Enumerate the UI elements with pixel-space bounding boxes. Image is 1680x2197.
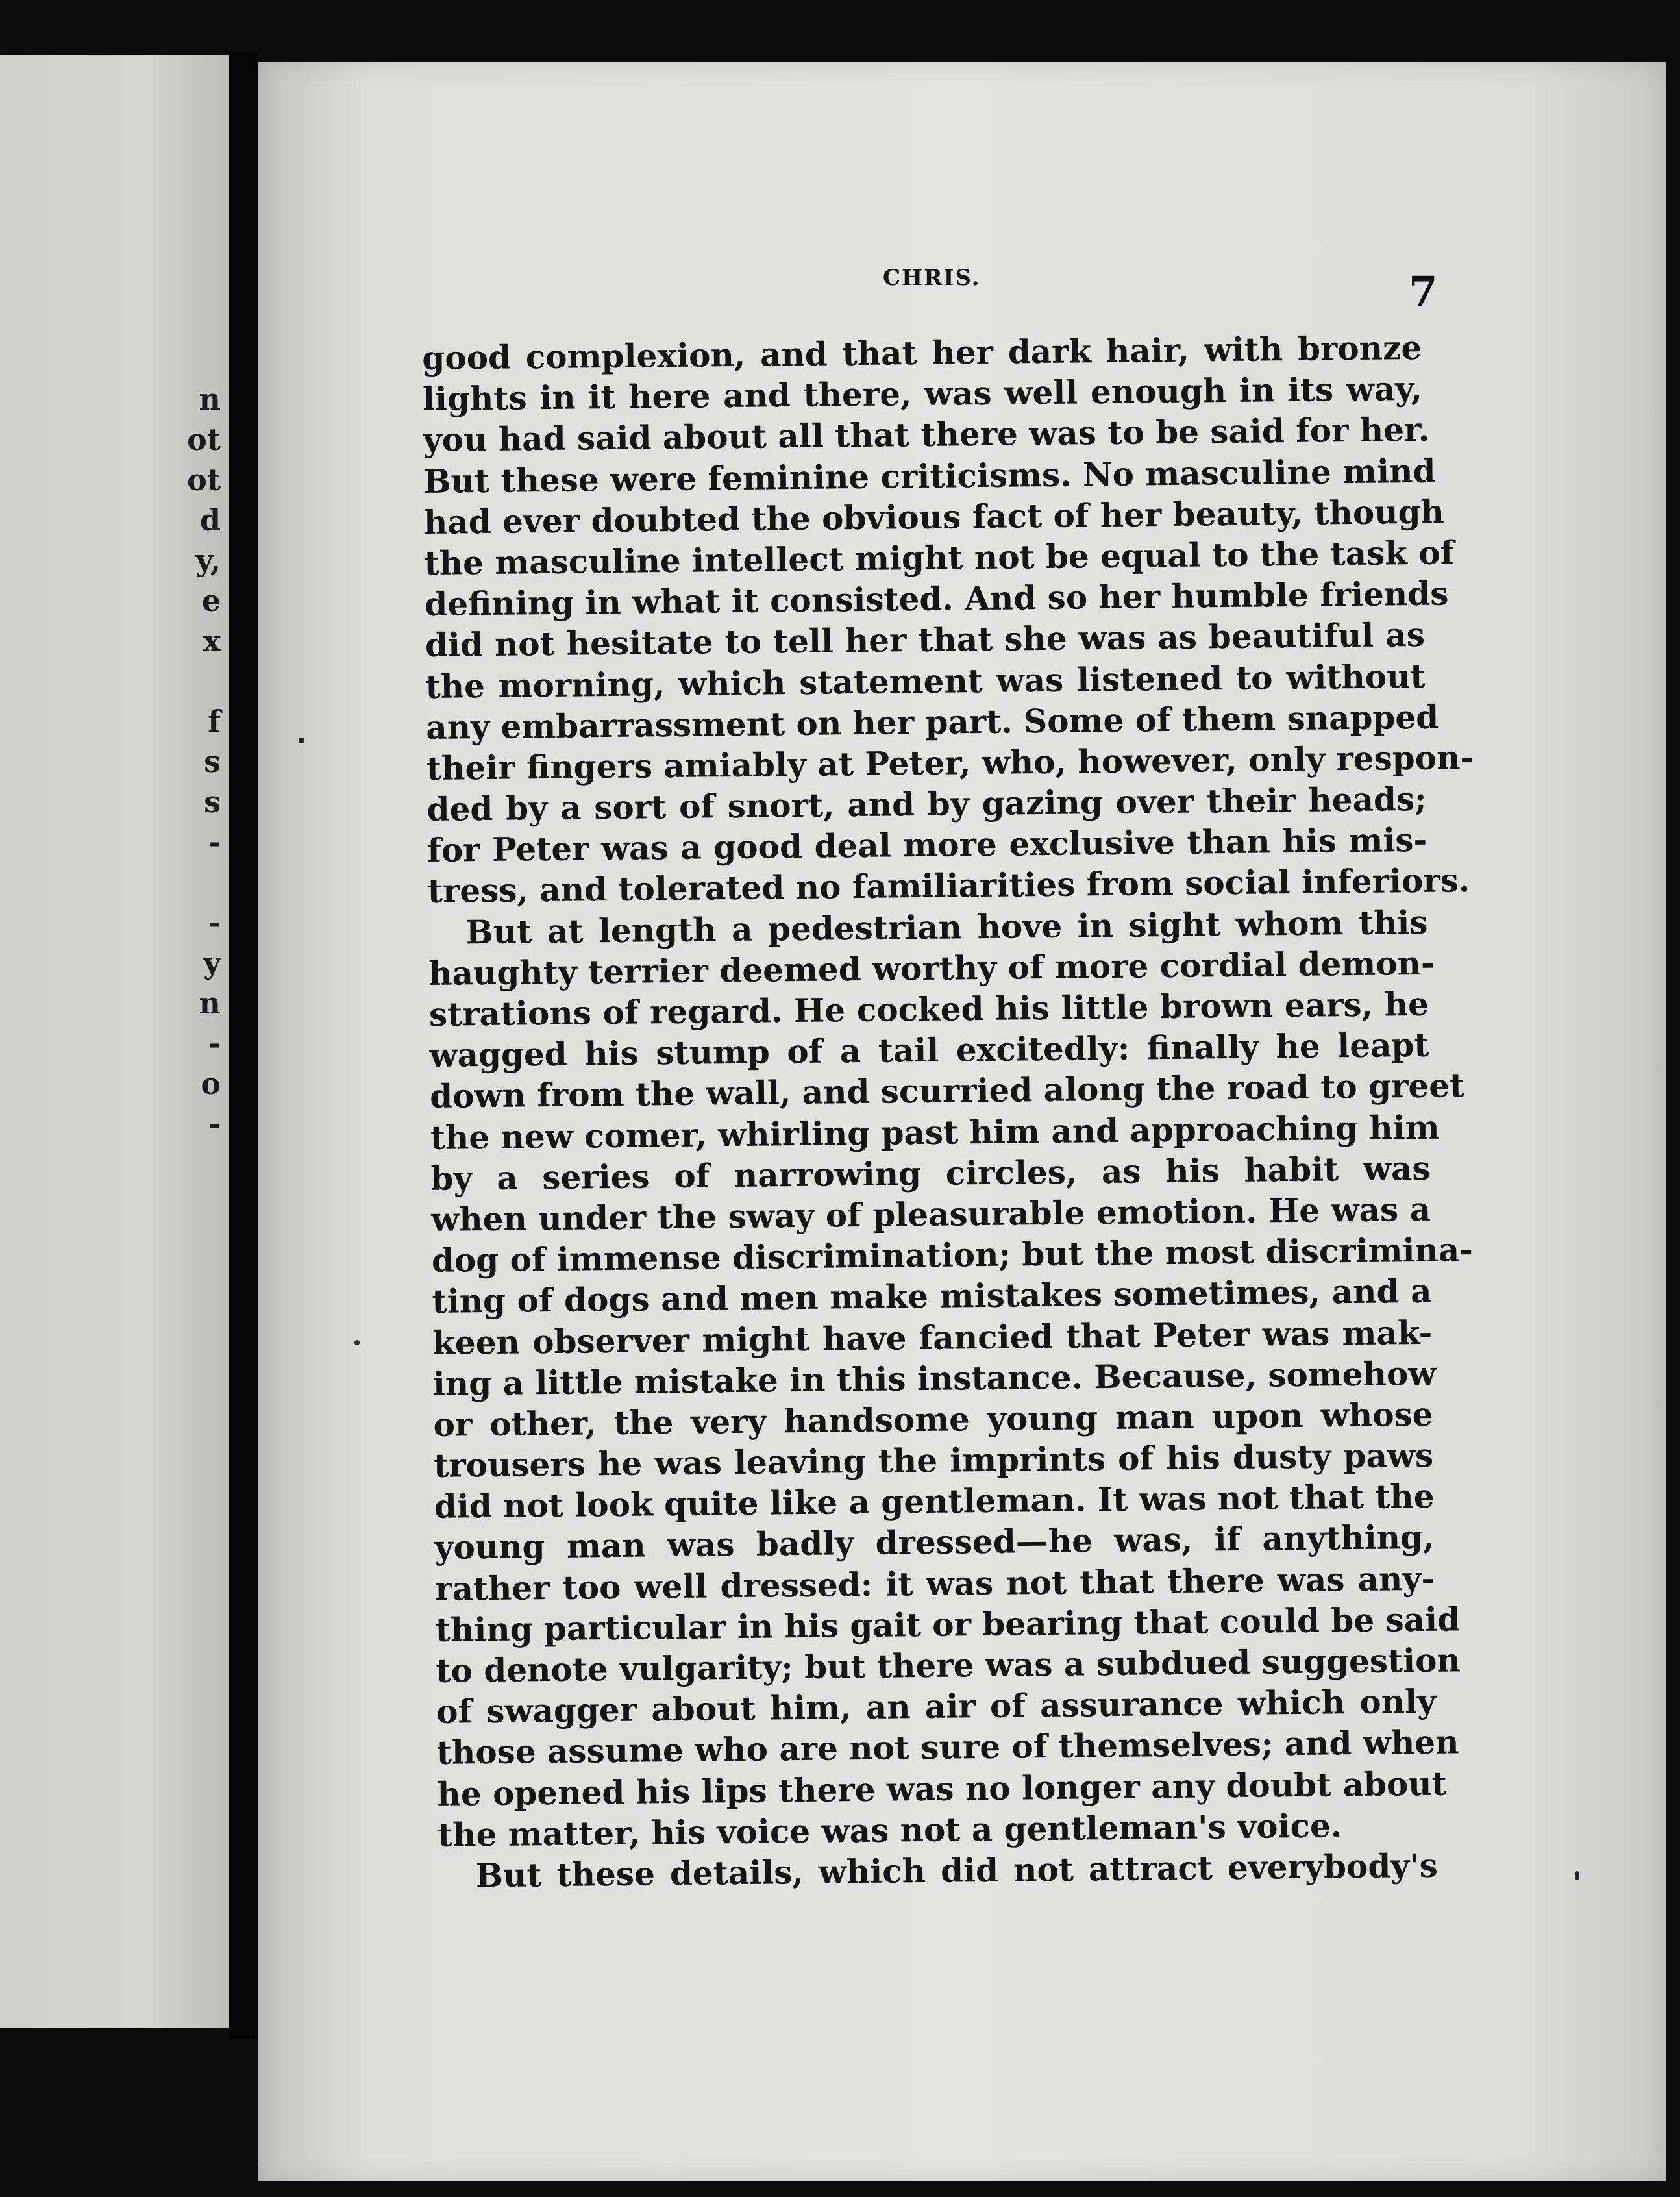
facing-page-fragment: x (203, 623, 221, 658)
text-line: he opened his lips there was no longer any doubt about (437, 1764, 1447, 1813)
facing-page-fragment: o (201, 1066, 221, 1101)
text-line: lights in it here and there, was well enough in its way, (422, 369, 1423, 419)
text-line: did not look quite like a gentleman. It was not that the (434, 1477, 1435, 1526)
text-line: But these details, which did not attract everybody's (475, 1846, 1439, 1895)
text-line: haughty terrier deemed worthy of more cordial demon- (428, 943, 1435, 993)
facing-page-fragment: f (208, 704, 221, 739)
text-line: their fingers amiably at Peter, who, however, only respon- (426, 738, 1474, 788)
facing-page-edge (0, 55, 229, 2028)
text-line: did not hesitate to tell her that she was as beautiful as (425, 615, 1426, 665)
facing-page-fragment: s (204, 784, 221, 819)
text-line: trousers he was leaving the imprints of his dusty paws (433, 1435, 1434, 1485)
facing-page-fragment: e (201, 583, 221, 618)
text-line: the matter, his voice was not a gentleman's voice. (437, 1806, 1342, 1854)
text-line: ing a little mistake in this instance. Because, somehow (432, 1354, 1437, 1403)
paper-speck (299, 738, 304, 743)
text-line: But these were feminine criticisms. No masculine mind (423, 451, 1436, 501)
text-line: But at length a pedestrian hove in sight whom this (465, 902, 1428, 951)
running-head: CHRIS. (883, 265, 981, 291)
facing-page-fragment: n (199, 986, 221, 1021)
text-line: any embarrassment on her part. Some of them snapped (425, 697, 1439, 747)
paper-speck (1575, 1871, 1579, 1880)
facing-page-fragment: ot (187, 422, 221, 457)
text-line: down from the wall, and scurried along the road to greet (429, 1066, 1465, 1116)
page-number: 7 (1409, 267, 1438, 316)
book-gutter (229, 52, 258, 2039)
text-line: for Peter was a good deal more exclusive than his mis- (426, 821, 1427, 870)
text-line: had ever doubted the obvious fact of her beauty, though (423, 492, 1445, 541)
facing-page-fragment (0, 661, 221, 701)
text-line: ting of dogs and men make mistakes sometimes, and a (432, 1272, 1432, 1321)
text-line: thing particular in his gait or bearing that could be said (435, 1600, 1461, 1649)
facing-page-fragment: ot (187, 462, 221, 497)
facing-page-fragments (0, 379, 221, 1144)
text-line: keen observer might have fancied that Peter was mak- (432, 1313, 1433, 1362)
text-line: good complexion, and that her dark hair, with bronze (422, 328, 1422, 377)
facing-page-fragment (0, 862, 221, 902)
text-line: defining in what it consisted. And so her humble friends (424, 574, 1449, 624)
text-line: tress, and tolerated no familiarities from social inferiors. (427, 861, 1470, 911)
facing-page-fragment: n (199, 382, 221, 417)
paper-speck (354, 1340, 360, 1345)
text-line: young man was badly dressed—he was, if anything, (434, 1518, 1435, 1567)
facing-page-fragment: - (208, 825, 221, 860)
facing-page-fragment: s (204, 744, 221, 779)
text-line: rather too well dressed: it was not that there was any- (434, 1559, 1435, 1608)
body-text (422, 327, 1474, 1896)
text-line: when under the sway of pleasurable emotion. He was a (430, 1189, 1431, 1239)
text-line: dog of immense discrimination; but the most discrimina- (431, 1230, 1474, 1280)
facing-page-fragment: d (199, 503, 221, 538)
text-line: to denote vulgarity; but there was a subdued suggestion (436, 1641, 1461, 1690)
facing-page-fragment: y (203, 945, 221, 980)
facing-page-fragment: - (208, 1106, 221, 1141)
text-line: the new comer, whirling past him and approaching him (430, 1108, 1440, 1157)
text-line: strations of regard. He cocked his little brown ears, he (428, 984, 1429, 1034)
text-line: by a series of narrowing circles, as his habit was (430, 1148, 1431, 1198)
text-line: or other, the very handsome young man upon whose (433, 1395, 1433, 1444)
text-line: ded by a sort of snort, and by gazing over their heads; (426, 779, 1427, 829)
text-line: wagged his stump of a tail excitedly: finally he leapt (429, 1026, 1429, 1075)
text-line: you had said about all that there was to be said for her. (423, 410, 1430, 460)
text-line: the masculine intellect might not be equal to the task of (424, 533, 1455, 582)
facing-page-fragment: - (208, 905, 221, 940)
facing-page-fragment: y, (195, 543, 221, 578)
text-line: those assume who are not sure of themselves; and when (436, 1722, 1459, 1772)
facing-page-fragment: - (208, 1026, 221, 1061)
text-line: of swagger about him, an air of assurance which only (436, 1682, 1437, 1732)
text-line: the morning, which statement was listened to without (425, 656, 1426, 706)
